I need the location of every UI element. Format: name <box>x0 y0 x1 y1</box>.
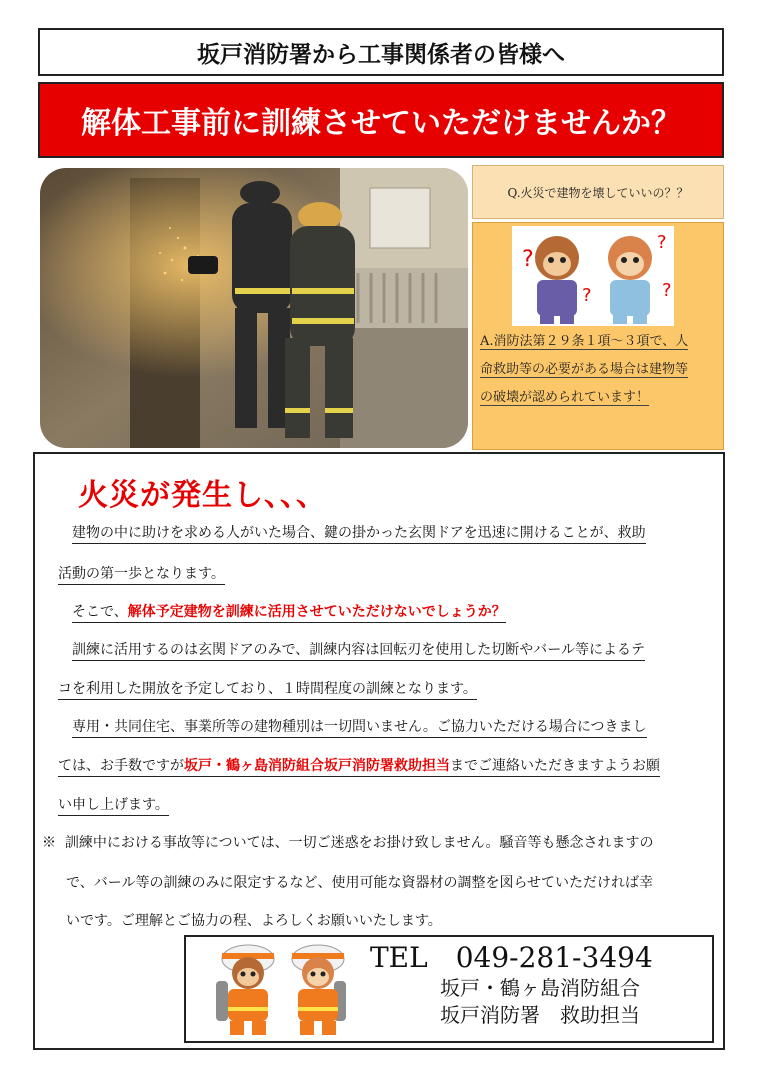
firefighter-mascot-icon <box>208 941 358 1037</box>
note-line-3: いです。ご理解とご協力の程、よろしくお願いいたします。 <box>66 913 442 929</box>
paragraph-4-line-3: い申し上げます。 <box>58 794 169 814</box>
note-mark: ※ <box>42 835 56 851</box>
headline-banner <box>38 82 724 158</box>
svg-text:?: ? <box>582 285 592 306</box>
contact-department-highlight: 坂戸・鶴ヶ島消防組合坂戸消防署救助担当 <box>184 758 450 777</box>
headline-banner-text: 解体工事前に訓練させていただけませんか？ <box>81 106 681 141</box>
paragraph-3-line-1: 訓練に活用するのは玄関ドアのみで、訓練内容は回転刃を使用した切断やバール等によるテ <box>72 639 645 659</box>
paragraph-3-line-2: コを利用した開放を予定しており、１時間程度の訓練となります。 <box>58 678 477 698</box>
firefighter-mascots <box>208 941 358 1037</box>
paragraph-2 <box>72 601 506 621</box>
paragraph-4-line-2: ては、お手数ですが坂戸・鶴ヶ島消防組合坂戸消防署救助担当までご連絡いただきますようお願 <box>58 755 660 775</box>
page-title-text: 坂戸消防署から工事関係者の皆様へ <box>197 40 565 68</box>
question-text: Q.火災で建物を壊していいの？？ <box>507 185 689 200</box>
department-name: 坂戸消防署 救助担当 <box>440 1003 640 1027</box>
note-line-2: で、バール等の訓練のみに限定するなど、使用可能な資器材の調整を図らせていただければ幸 <box>66 875 654 891</box>
answer-line-2: 命救助等の必要がある場合は建物等 <box>480 362 689 377</box>
svg-text:?: ? <box>662 280 672 301</box>
firefighter-photo-illustration <box>40 168 468 448</box>
paragraph-1-line-2: 活動の第一歩となります。 <box>58 563 225 583</box>
question-box <box>472 165 724 219</box>
organization-name: 坂戸・鶴ヶ島消防組合 <box>440 976 640 1000</box>
paragraph-2-highlight: 解体予定建物を訓練に活用させていただけないでしょうか？ <box>128 604 506 623</box>
phone-number: TEL 049-281-3494 <box>370 941 653 974</box>
firefighter-training-photo <box>40 168 468 448</box>
mascot-question-illustration <box>512 226 674 326</box>
confused-mascots-icon <box>512 226 674 326</box>
answer-line-3: の破壊が認められています！ <box>480 390 650 405</box>
paragraph-2-lead: そこで、 <box>72 604 128 623</box>
answer-text <box>480 328 720 412</box>
paragraph-1-line-1: 建物の中に助けを求める人がいた場合、鍵の掛かった玄関ドアを迅速に開けることが、救助 <box>72 522 646 542</box>
page-title <box>38 28 724 76</box>
svg-text:?: ? <box>522 247 534 272</box>
fire-heading: 火災が発生し、、、 <box>78 478 327 513</box>
paragraph-4-line-1: 専用・共同住宅、事業所等の建物種別は一切問いません。ご協力いただける場合につきまし <box>72 716 647 736</box>
note-line-1: ※ 訓練中における事故等については、一切ご迷惑をお掛け致しません。騒音等も懸念されますの <box>42 835 654 851</box>
svg-text:?: ? <box>657 232 667 253</box>
answer-line-1: A.消防法第２９条１項～３項で、人 <box>480 334 689 349</box>
